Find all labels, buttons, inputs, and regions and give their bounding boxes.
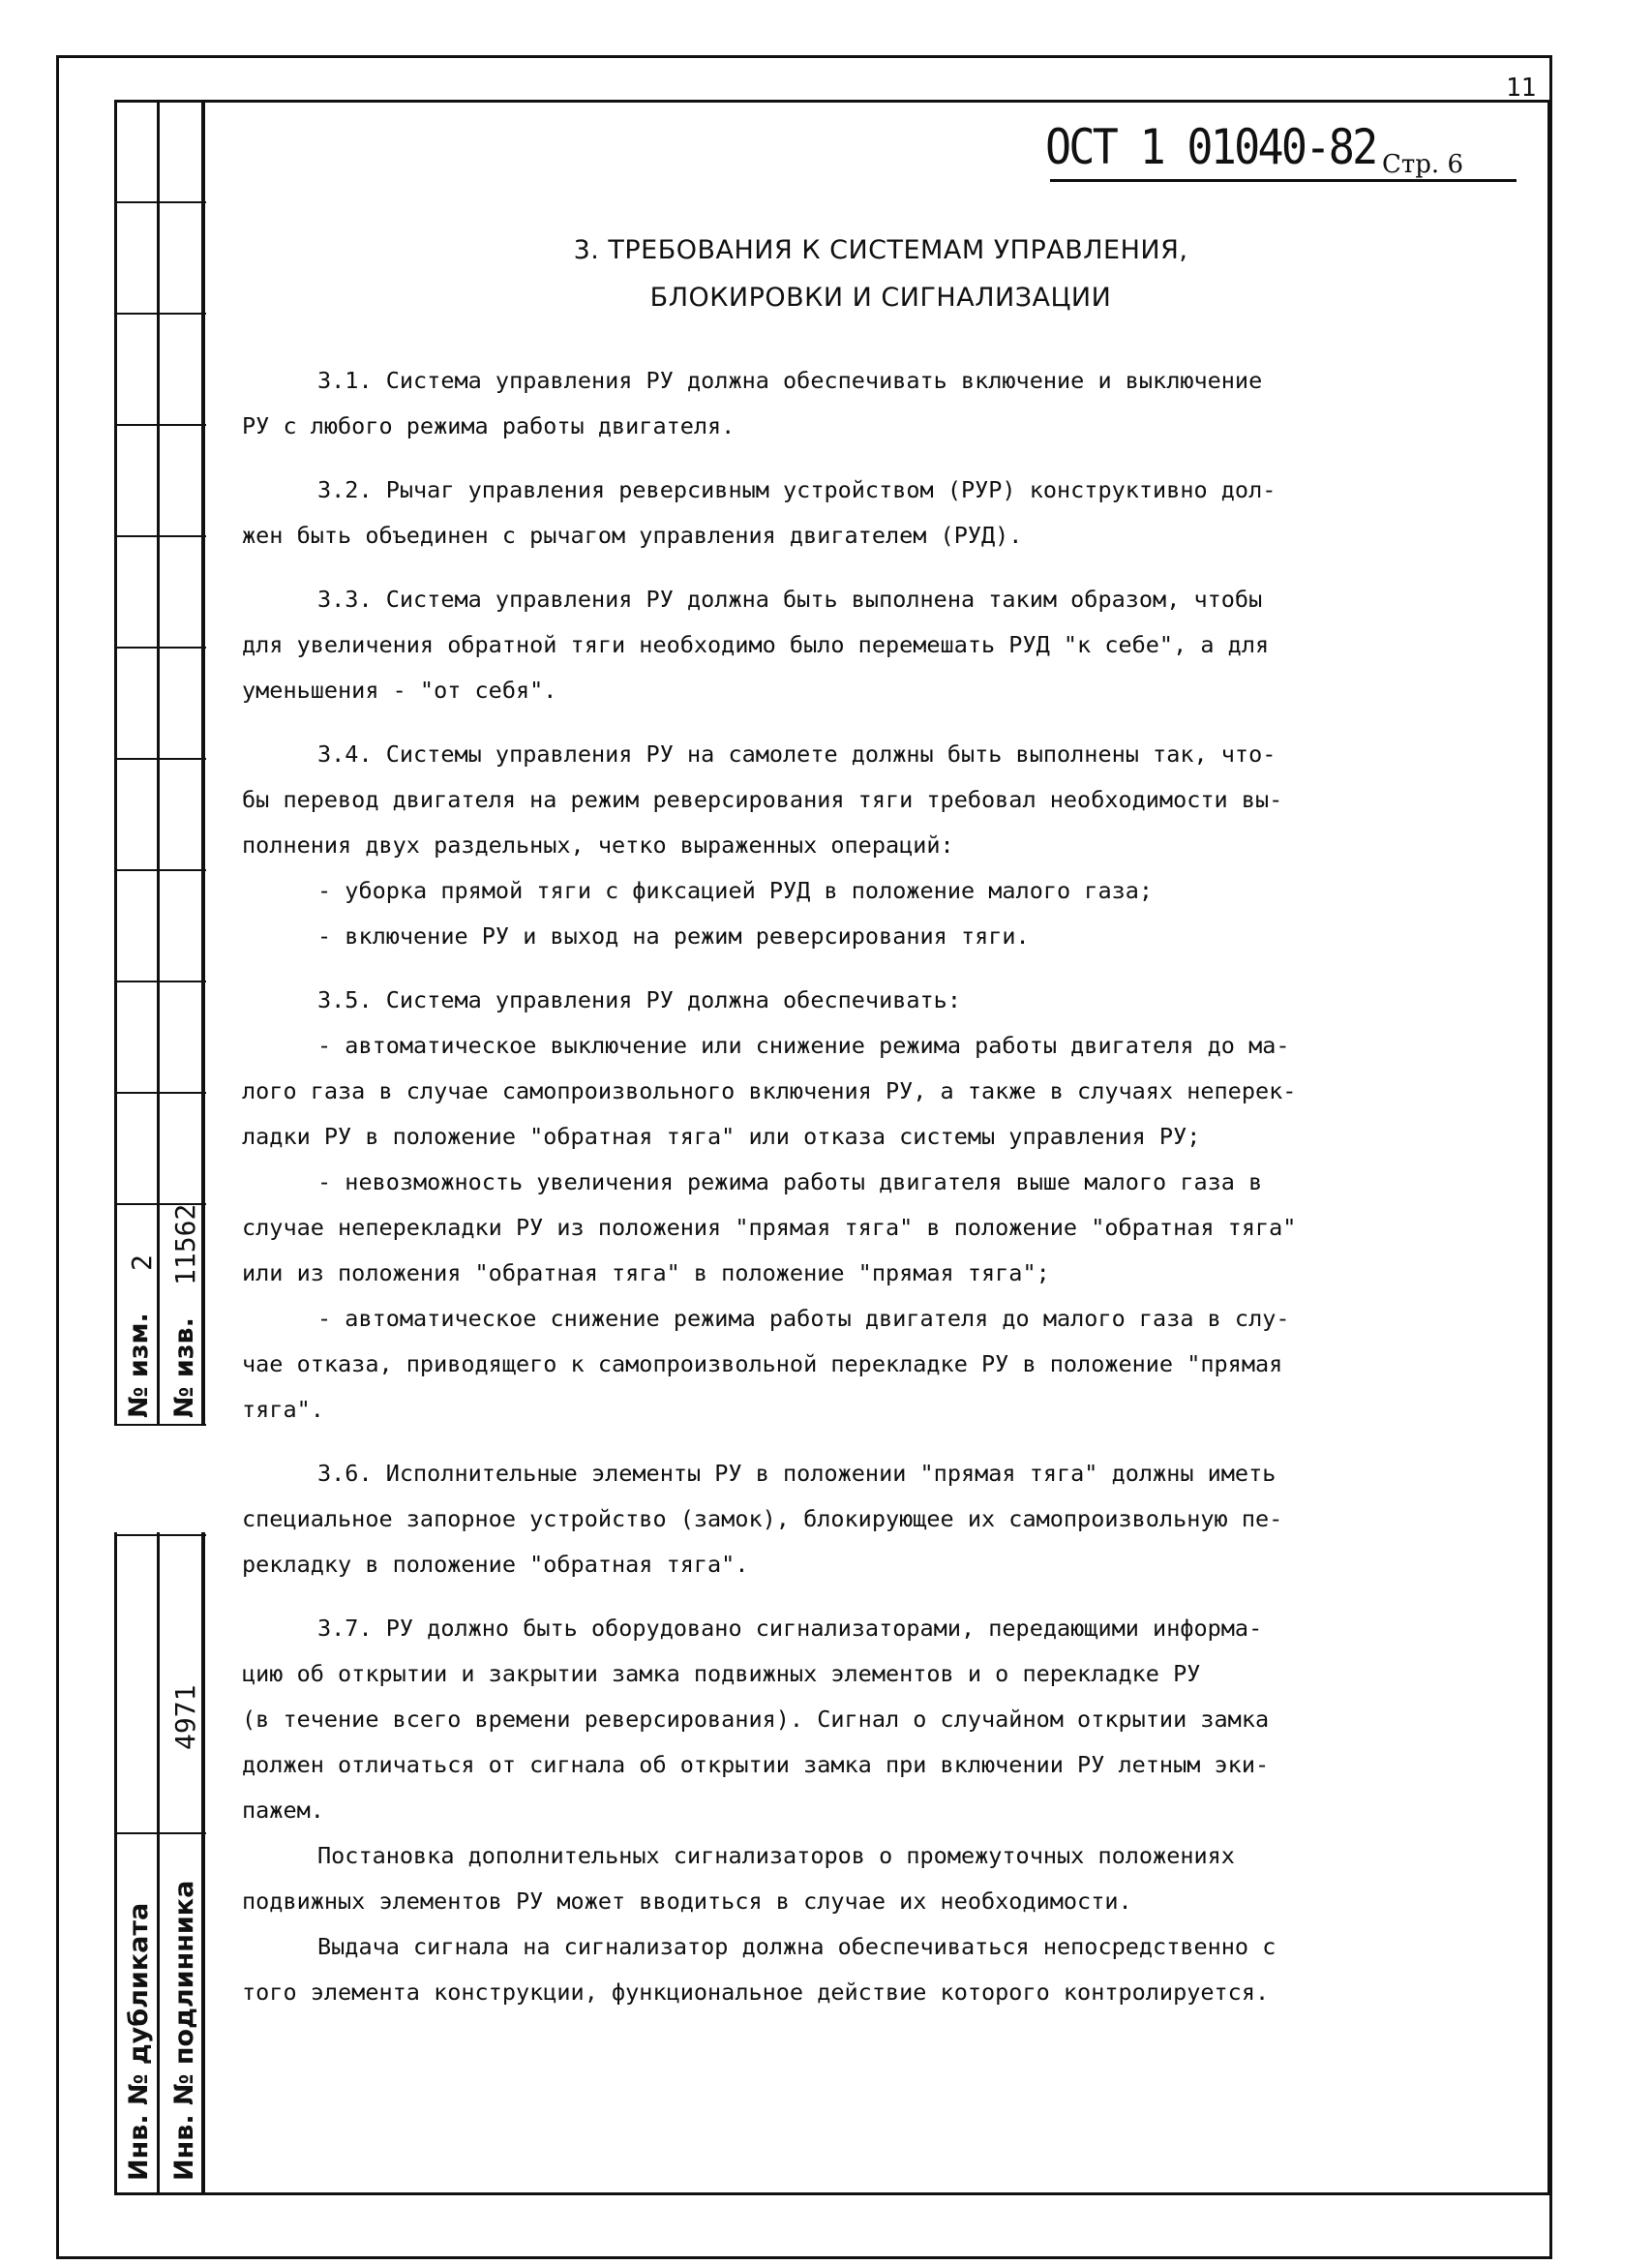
inv-original-value: 4971 [169,1684,201,1750]
text-line: подвижных элементов РУ может вводиться в случае их необходимости. [242,1888,1132,1915]
paragraph-3-6 [242,1451,1455,1587]
strip-divider [114,535,206,537]
strip-divider [114,424,206,426]
text-line: уменьшения - "от себя". [242,677,557,704]
text-line: Постановка дополнительных сигнализаторов о промежуточных положениях [317,1842,1235,1869]
paragraph-3-3 [242,577,1455,713]
text-line: тяга". [242,1396,324,1423]
strip-divider [114,647,206,649]
izm-label: № изм. [124,1313,154,1418]
list-item: - уборка прямой тяги с фиксацией РУД в положение малого газа; [317,877,1154,904]
text-line: чае отказа, приводящего к самопроизвольной перекладке РУ в положение "прямая [242,1350,1283,1377]
strip-divider [114,758,206,760]
paragraph-3-7 [242,1606,1455,1833]
text-line: цию об открытии и закрытии замка подвижных элементов и о перекладке РУ [242,1660,1201,1687]
paragraph-3-1 [242,358,1455,449]
text-line: того элемента конструкции, функциональное действие которого контролируется. [242,1978,1270,2006]
list-item: - включение РУ и выход на режим реверсирования тяги. [317,922,1030,950]
text-line: 3.5. Система управления РУ должна обеспечивать: [317,986,961,1013]
strip-divider [114,201,206,203]
strip-divider [114,1832,206,1834]
doc-header [1045,119,1412,175]
strip-divider [114,1092,206,1094]
text-line: 3.2. Рычаг управления реверсивным устройством (РУР) конструктивно дол- [317,476,1277,503]
text-line: должен отличаться от сигнала об открытии замка при включении РУ летным эки- [242,1751,1270,1778]
text-line: лого газа в случае самопроизвольного включения РУ, а также в случаях неперек- [242,1077,1297,1104]
page-label: Стр. 6 [1382,150,1463,179]
sheet-number: 11 [1506,74,1537,103]
text-line: жен быть объединен с рычагом управления двигателем (РУД). [242,522,1023,549]
inv-duplicate-label: Инв. № дубликата [124,1902,154,2181]
text-line: 3.1. Система управления РУ должна обеспечивать включение и выключение [317,367,1263,394]
text-line: (в течение всего времени реверсирования). Сигнал о случайном открытии замка [242,1706,1270,1733]
izv-label: № изв. [169,1317,199,1418]
paragraph-3-2 [242,468,1455,559]
text-line: или из положения "обратная тяга" в положение "прямая тяга"; [242,1259,1050,1286]
text-line: полнения двух раздельных, четко выраженных операций: [242,831,954,859]
document-body [242,358,1455,2015]
izv-value: 11562 [169,1203,201,1285]
text-line: ладки РУ в положение "обратная тяга" или отказа системы управления РУ; [242,1123,1201,1150]
strip-divider [114,1534,206,1536]
text-line: 3.4. Системы управления РУ на самолете должны быть выполнены так, что- [317,740,1277,768]
strip-divider [114,981,206,982]
izm-value: 2 [126,1254,158,1271]
strip-column-1 [114,100,160,2195]
text-line: случае неперекладки РУ из положения "прямая тяга" в положение "обратная тяга" [242,1214,1297,1241]
text-line: Выдача сигнала на сигнализатор должна обеспечиваться непосредственно с [317,1933,1277,1960]
paragraph-extra-2 [242,1924,1455,2015]
list-item: - невозможность увеличения режима работы двигателя выше малого газа в [317,1168,1263,1195]
strip-divider [114,869,206,871]
text-line: 3.7. РУ должно быть оборудовано сигнализаторами, передающими информа- [317,1615,1263,1642]
paragraph-3-5 [242,978,1455,1433]
section-title-line-1: 3. ТРЕБОВАНИЯ К СИСТЕМАМ УПРАВЛЕНИЯ, [573,235,1188,265]
paragraph-3-4 [242,732,1455,959]
strip-divider [114,313,206,315]
header-rule [1050,179,1517,182]
text-line: бы перевод двигателя на режим реверсирования тяги требовал необходимости вы- [242,786,1283,813]
inv-original-label: Инв. № подлинника [169,1880,199,2181]
paragraph-extra-1 [242,1833,1455,1924]
section-title-line-2: БЛОКИРОВКИ И СИГНАЛИЗАЦИИ [649,283,1112,313]
doc-code: ОСТ 1 01040-82 [1045,119,1376,175]
text-line: специальное запорное устройство (замок), блокирующее их самопроизвольную пе- [242,1505,1283,1532]
list-item: - автоматическое выключение или снижение режима работы двигателя до ма- [317,1032,1290,1059]
text-line: рекладку в положение "обратная тяга". [242,1551,749,1578]
margin-strip [114,100,206,2195]
text-line: 3.6. Исполнительные элементы РУ в положении "прямая тяга" должны иметь [317,1460,1277,1487]
list-item: - автоматическое снижение режима работы двигателя до малого газа в слу- [317,1305,1290,1332]
text-line: для увеличения обратной тяги необходимо было перемешать РУД "к себе", а для [242,631,1270,658]
text-line: пажем. [242,1797,324,1824]
strip-gap [112,1426,209,1532]
text-line: 3.3. Система управления РУ должна быть выполнена таким образом, чтобы [317,586,1263,613]
text-line: РУ с любого режима работы двигателя. [242,412,736,439]
